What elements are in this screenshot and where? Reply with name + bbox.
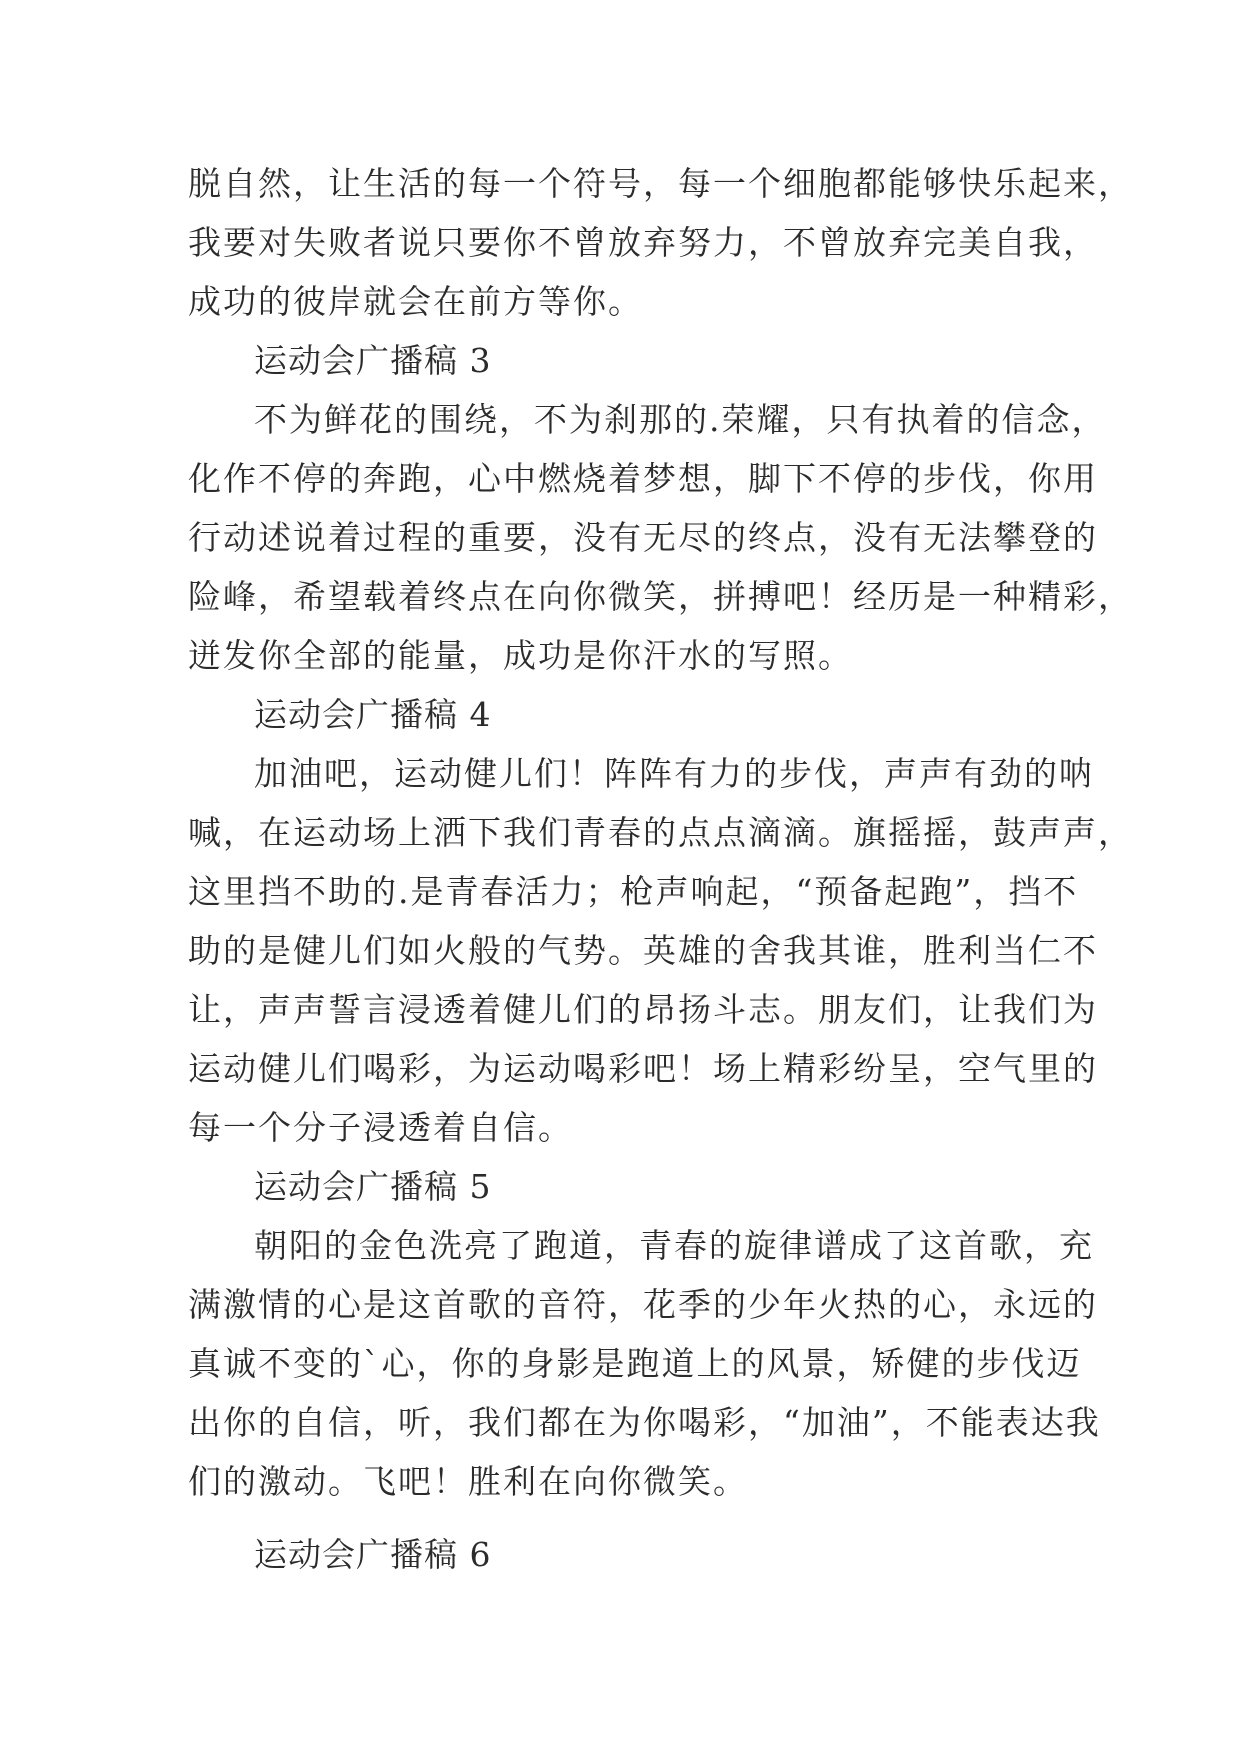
paragraph-line: 出你的自信，听，我们都在为你喝彩，“加油”，不能表达我 <box>188 1403 1101 1442</box>
paragraph-line: 成功的彼岸就会在前方等你。 <box>188 282 643 321</box>
paragraph-line: 让，声声誓言浸透着健儿们的昂扬斗志。朋友们，让我们为 <box>188 990 1098 1029</box>
paragraph-line: 真诚不变的`心，你的身影是跑道上的风景，矫健的步伐迈 <box>188 1344 1082 1383</box>
paragraph-line: 我要对失败者说只要你不曾放弃努力，不曾放弃完美自我， <box>188 223 1098 262</box>
paragraph-line: 不为鲜花的围绕，不为刹那的.荣耀，只有执着的信念， <box>254 400 1107 439</box>
section-heading-5: 运动会广播稿 5 <box>254 1167 492 1206</box>
paragraph-line: 险峰，希望载着终点在向你微笑，拼搏吧！经历是一种精彩， <box>188 577 1133 616</box>
section-heading-4: 运动会广播稿 4 <box>254 695 492 734</box>
paragraph-line: 喊，在运动场上洒下我们青春的点点滴滴。旗摇摇，鼓声声， <box>188 813 1133 852</box>
paragraph-line: 这里挡不助的.是青春活力；枪声响起，“预备起跑”，挡不 <box>188 872 1079 911</box>
paragraph-line: 满激情的心是这首歌的音符，花季的少年火热的心，永远的 <box>188 1285 1098 1324</box>
paragraph-line: 脱自然，让生活的每一个符号，每一个细胞都能够快乐起来， <box>188 164 1133 203</box>
paragraph-line: 行动述说着过程的重要，没有无尽的终点，没有无法攀登的 <box>188 518 1098 557</box>
paragraph-line: 运动健儿们喝彩，为运动喝彩吧！场上精彩纷呈，空气里的 <box>188 1049 1098 1088</box>
paragraph-line: 助的是健儿们如火般的气势。英雄的舍我其谁，胜利当仁不 <box>188 931 1098 970</box>
paragraph-line: 们的激动。飞吧！胜利在向你微笑。 <box>188 1462 748 1501</box>
paragraph-line: 化作不停的奔跑，心中燃烧着梦想，脚下不停的步伐，你用 <box>188 459 1098 498</box>
paragraph-line: 朝阳的金色洗亮了跑道，青春的旋律谱成了这首歌，充 <box>254 1226 1094 1265</box>
section-heading-6: 运动会广播稿 6 <box>254 1535 492 1574</box>
document-body <box>188 154 1133 1584</box>
paragraph-line: 迸发你全部的能量，成功是你汗水的写照。 <box>188 636 853 675</box>
paragraph-line: 加油吧，运动健儿们！阵阵有力的步伐，声声有劲的呐 <box>254 754 1094 793</box>
section-heading-3: 运动会广播稿 3 <box>254 341 492 380</box>
spacer <box>188 1511 1068 1525</box>
paragraph-line: 每一个分子浸透着自信。 <box>188 1108 573 1147</box>
